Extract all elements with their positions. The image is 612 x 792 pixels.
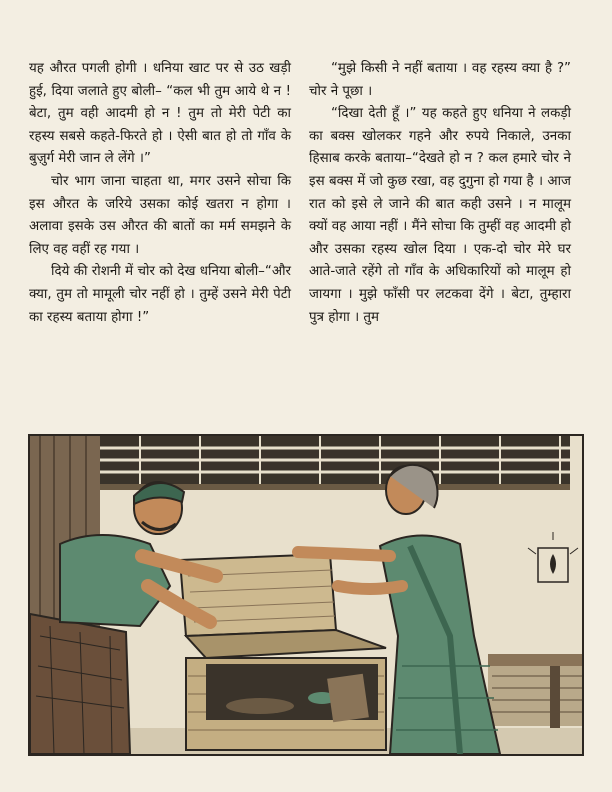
paragraph: “मुझे किसी ने नहीं बताया । वह रहस्य क्या है ?” चोर ने पूछा । [309,61,571,99]
story-illustration [28,434,584,756]
text-column-right [309,58,571,329]
text-column-left [29,58,291,329]
illustration-drawing [30,436,582,754]
paragraph: चोर भाग जाना चाहता था, मगर उसने सोचा कि इस औरत के जरिये उसका कोई खतरा न होगा । अलावा इसके उस औरत की बातों का मर्म समझने के लिए वह वहीं रह गया । [29,173,291,257]
paragraph: यह औरत पगली होगी । धनिया खाट पर से उठ खड़ी हुई, दिया जलाते हुए बोली– “कल भी तुम आये थे न ! बेटा, तुम वही आदमी हो न ! तुम तो मेरी पेटी का रहस्य सबसे कहते-फिरते हो । ऐसी बात हो तो गाँव के बुज़ुर्ग मेरी जान ले लेंगे ।” [29,61,291,167]
paragraph: “दिखा देती हूँ ।” यह कहते हुए धनिया ने लकड़ी का बक्स खोलकर गहने और रुपये निकाले, उनका हिसाब करके बताया–“देखते हो न ? कल हमारे चोर ने इस बक्स में जो कुछ रखा, वह दुगुना हो गया है । आज रात को इसे ले जाने की बात कही उसने । न मालूम क्यों वह आया नहीं । मैंने सोचा कि तुम्हीं वह आदमी हो और उसका रहस्य खोल दिया । एक-दो चोर मेरे घर आते-जाते रहेंगे तो गाँव के अधिकारियों को मालूम हो जायगा । मुझे फाँसी पर लटकवा देंगे । बेटा, तुम्हारा पुत्र होगा । तुम [309,106,571,325]
paragraph: दिये की रोशनी में चोर को देख धनिया बोली–“और क्या, तुम तो मामूली चोर नहीं हो । तुम्हें उसने मेरी पेटी का रहस्य बताया होगा !” [29,264,291,325]
